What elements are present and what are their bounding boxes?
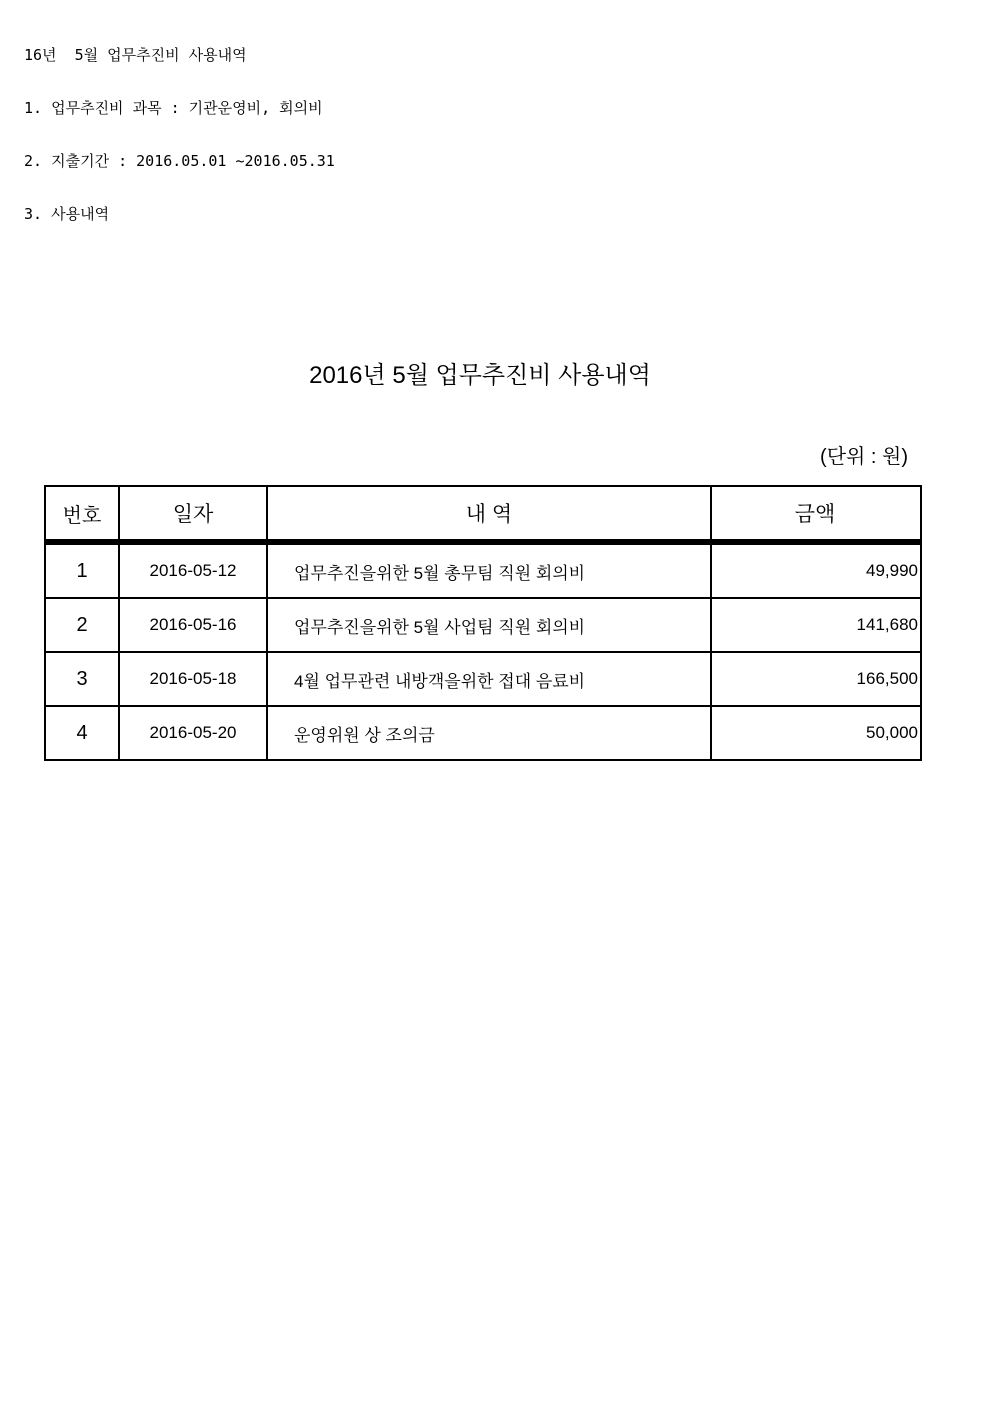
- row-amount: 49,990: [711, 542, 921, 598]
- expense-category-line: 1. 업무추진비 과목 : 기관운영비, 회의비: [24, 99, 323, 117]
- row-date: 2016-05-12: [119, 542, 267, 598]
- table-header-row: [45, 486, 921, 542]
- row-date: 2016-05-20: [119, 706, 267, 760]
- table-title: 2016년 5월 업무추진비 사용내역: [309, 362, 651, 389]
- document-title: 16년 5월 업무추진비 사용내역: [24, 46, 247, 64]
- header-number: 번호: [45, 486, 119, 542]
- usage-details-heading: 3. 사용내역: [24, 205, 110, 223]
- row-date: 2016-05-18: [119, 652, 267, 706]
- header-amount: 금액: [711, 486, 921, 542]
- row-description: 운영위원 상 조의금: [267, 706, 711, 760]
- unit-label: (단위 : 원): [820, 446, 908, 468]
- row-description: 4월 업무관련 내방객을위한 접대 음료비: [267, 652, 711, 706]
- table-row: [45, 542, 921, 598]
- header-description: 내 역: [267, 486, 711, 542]
- row-amount: 141,680: [711, 598, 921, 652]
- row-amount: 50,000: [711, 706, 921, 760]
- row-description: 업무추진을위한 5월 총무팀 직원 회의비: [267, 542, 711, 598]
- table-row: [45, 598, 921, 652]
- row-number: 1: [45, 542, 119, 598]
- table-row: [45, 652, 921, 706]
- row-description: 업무추진을위한 5월 사업팀 직원 회의비: [267, 598, 711, 652]
- row-date: 2016-05-16: [119, 598, 267, 652]
- row-number: 4: [45, 706, 119, 760]
- expense-table: [44, 485, 922, 761]
- row-amount: 166,500: [711, 652, 921, 706]
- expense-period-line: 2. 지출기간 : 2016.05.01 ~2016.05.31: [24, 152, 335, 170]
- row-number: 3: [45, 652, 119, 706]
- row-number: 2: [45, 598, 119, 652]
- header-date: 일자: [119, 486, 267, 542]
- table-row: [45, 706, 921, 760]
